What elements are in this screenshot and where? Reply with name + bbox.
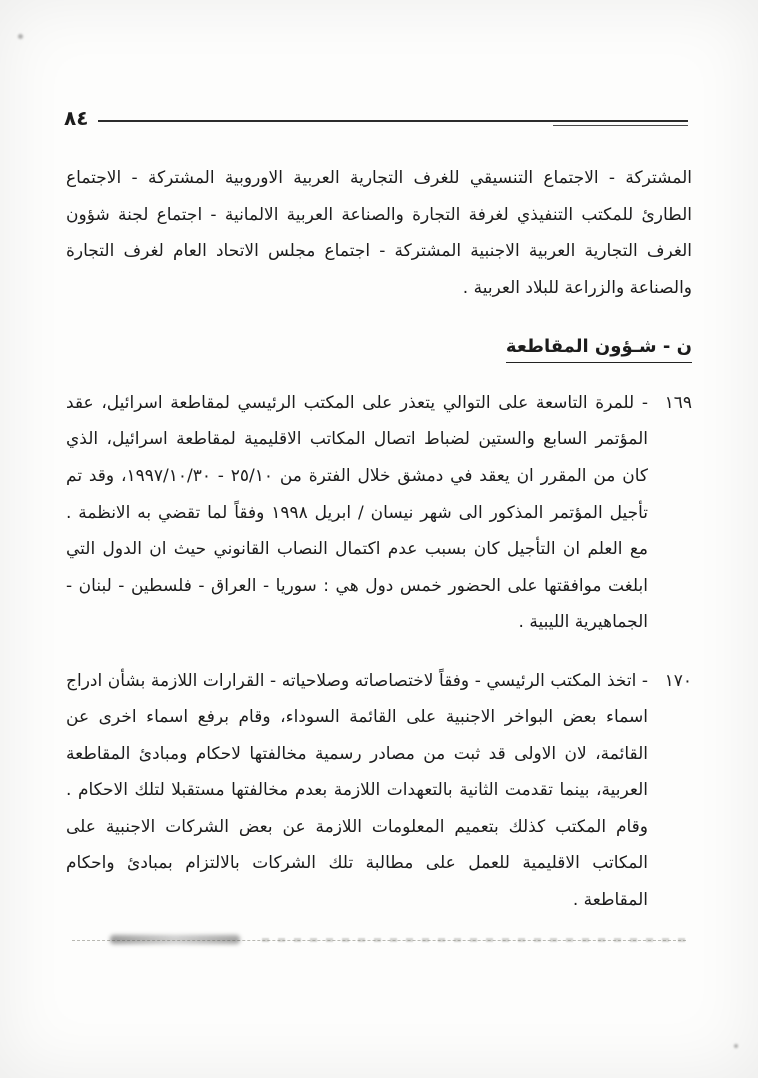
section-heading-text: ن - شـؤون المقاطعة	[506, 336, 692, 363]
header-rule	[98, 120, 688, 122]
list-item	[66, 663, 692, 919]
scan-speck	[734, 1044, 738, 1048]
list-item	[66, 385, 692, 641]
section-heading	[66, 328, 692, 367]
item-text: - للمرة التاسعة على التوالي يتعذر على المكتب الرئيسي لمقاطعة اسرائيل، عقد المؤتمر السابع والستين لضباط اتصال المكاتب الاقليمية لمقاطعة اسرائيل، الذي كان من المقرر ان يعقد في دمشق خلال الفترة من ٢٥/١٠ - ١٩٩٧/١٠/٣٠، وقد تم تأجيل المؤتمر المذكور الى شهر نيسان / ابريل ١٩٩٨ وفقاً لما تقضي به الانظمة . مع العلم ان التأجيل كان بسبب عدم اكتمال النصاب القانوني حيث ان الدول التي ابلغت موافقتها على الحضور خمس دول هي : سوريا - العراق - فلسطين - لبنان - الجماهيرية الليبية .	[66, 392, 648, 633]
page-number: ٨٤	[64, 106, 89, 130]
intro-paragraph: المشتركة - الاجتماع التنسيقي للغرف التجارية العربية الاوروبية المشتركة - الاجتماع الطارئ للمكتب التنفيذي لغرفة التجارة والصناعة العربية الالمانية - اجتماع لجنة شؤون الغرف التجارية العربية الاجنبية المشتركة - اجتماع مجلس الاتحاد العام لغرف التجارة والصناعة والزراعة للبلاد العربية .	[66, 168, 692, 298]
page-header	[64, 106, 688, 130]
page-content	[66, 160, 692, 941]
scan-speck	[18, 34, 23, 39]
footer-smudge	[110, 935, 240, 944]
page-footer	[72, 940, 686, 953]
item-number: ١٧٠	[664, 670, 692, 691]
item-number: ١٦٩	[664, 392, 692, 413]
footer-dotted-rule	[262, 938, 686, 942]
item-text: - اتخذ المكتب الرئيسي - وفقاً لاختصاصاته وصلاحياته - القرارات اللازمة بشأن ادراج اسماء بعض البواخر الاجنبية على القائمة السوداء، وقام برفع اسماء اخرى عن القائمة، لان الاولى قد ثبت من مصادر رسمية مخالفتها لاحكام ومبادئ المقاطعة العربية، بينما تقدمت الثانية بالتعهدات اللازمة بعدم مخالفتها مستقبلا لتلك الاحكام . وقام المكتب كذلك بتعميم المعلومات اللازمة عن بعض الشركات الاجنبية على المكاتب الاقليمية للعمل على مطالبة تلك الشركات بالالتزام بمبادئ واحكام المقاطعة .	[66, 670, 648, 910]
